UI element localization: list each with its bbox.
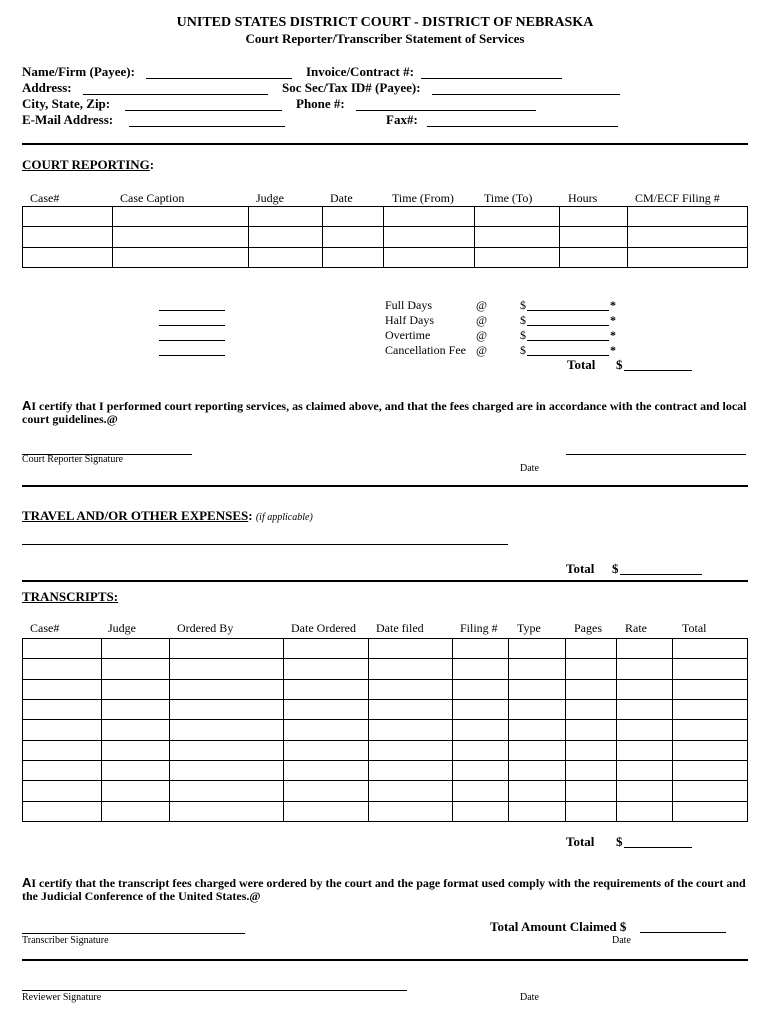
table-cell[interactable] <box>283 720 368 740</box>
court-reporting-certification <box>22 399 752 426</box>
table-cell[interactable] <box>509 699 566 719</box>
transcripts-total-label: Total <box>566 834 595 849</box>
transcriber-signature-label: Transcriber Signature <box>22 935 109 946</box>
table-cell[interactable] <box>283 659 368 679</box>
table-cell[interactable] <box>453 720 509 740</box>
overtime-qty-field[interactable] <box>159 340 225 341</box>
table-cell[interactable] <box>101 781 169 801</box>
col-judge: Judge <box>256 191 284 205</box>
table-cell[interactable] <box>509 760 566 780</box>
table-cell[interactable] <box>560 247 628 267</box>
table-cell[interactable] <box>23 781 102 801</box>
cancellation-qty-field[interactable] <box>159 355 225 356</box>
table-cell[interactable] <box>566 740 617 760</box>
full-days-label: Full Days <box>385 298 433 312</box>
transcriber-signature-line[interactable] <box>22 933 245 934</box>
cert-text: I certify that the transcript fees charged were ordered by the court and the page format used comply with the requirements of the court and the Judicial Conference of the United States.@ <box>22 876 746 903</box>
table-cell[interactable] <box>283 781 368 801</box>
cancellation-fee-star: * <box>610 343 616 357</box>
table-cell[interactable] <box>617 659 673 679</box>
table-cell[interactable] <box>248 207 322 227</box>
form-subtitle: Court Reporter/Transcriber Statement of Services <box>245 31 525 46</box>
table-cell[interactable] <box>673 720 748 740</box>
table-cell[interactable] <box>283 699 368 719</box>
table-cell[interactable] <box>101 659 169 679</box>
travel-total-dollar: $ <box>612 561 619 576</box>
table-cell[interactable] <box>628 227 748 247</box>
table-cell[interactable] <box>368 760 453 780</box>
court-reporting-table <box>22 206 748 268</box>
table-cell[interactable] <box>169 679 283 699</box>
table-cell[interactable] <box>566 720 617 740</box>
table-cell[interactable] <box>23 801 102 821</box>
table-cell[interactable] <box>169 781 283 801</box>
half-days-label: Half Days <box>385 313 434 327</box>
table-cell[interactable] <box>617 720 673 740</box>
section-divider <box>22 959 748 961</box>
half-days-amount-field[interactable] <box>527 325 609 326</box>
table-cell[interactable] <box>101 720 169 740</box>
table-cell[interactable] <box>509 679 566 699</box>
table-cell[interactable] <box>368 679 453 699</box>
table-cell[interactable] <box>368 740 453 760</box>
col-case-number: Case# <box>30 621 60 635</box>
court-reporter-date-line[interactable] <box>566 454 746 455</box>
table-row <box>23 659 748 679</box>
table-row <box>23 639 748 659</box>
court-reporter-signature-label: Court Reporter Signature <box>22 454 124 465</box>
table-cell[interactable] <box>566 781 617 801</box>
col-filing-number: Filing # <box>460 621 498 635</box>
table-cell[interactable] <box>169 760 283 780</box>
table-cell[interactable] <box>384 207 475 227</box>
section-divider <box>22 580 748 582</box>
travel-heading <box>22 508 313 524</box>
table-cell[interactable] <box>453 699 509 719</box>
table-cell[interactable] <box>368 699 453 719</box>
table-cell[interactable] <box>453 801 509 821</box>
table-cell[interactable] <box>23 247 113 267</box>
soc-sec-tax-id-label: Soc Sec/Tax ID# (Payee): <box>282 80 421 95</box>
table-cell[interactable] <box>453 679 509 699</box>
table-cell[interactable] <box>673 639 748 659</box>
court-reporting-total-dollar: $ <box>616 357 623 372</box>
travel-heading-colon: : <box>248 508 253 523</box>
col-type: Type <box>517 621 541 635</box>
name-firm-label: Name/Firm (Payee): <box>22 64 135 79</box>
grand-total-label: Total Amount Claimed $ <box>490 919 627 934</box>
table-cell[interactable] <box>509 639 566 659</box>
form-title: UNITED STATES DISTRICT COURT - DISTRICT OF NEBRASKA <box>176 15 594 30</box>
grand-total-field[interactable] <box>640 932 726 933</box>
table-cell[interactable] <box>453 760 509 780</box>
table-row <box>23 720 748 740</box>
table-row <box>23 781 748 801</box>
phone-field[interactable] <box>356 110 536 111</box>
table-cell[interactable] <box>23 740 102 760</box>
table-cell[interactable] <box>283 679 368 699</box>
table-cell[interactable] <box>169 659 283 679</box>
fax-field[interactable] <box>427 126 618 127</box>
col-total: Total <box>682 621 707 635</box>
table-cell[interactable] <box>101 760 169 780</box>
table-cell[interactable] <box>23 699 102 719</box>
reviewer-signature-line[interactable] <box>22 990 407 991</box>
full-days-at: @ <box>476 298 488 312</box>
col-judge: Judge <box>108 621 136 635</box>
name-firm-field[interactable] <box>146 78 292 79</box>
table-cell[interactable] <box>673 781 748 801</box>
table-cell[interactable] <box>617 699 673 719</box>
col-date-ordered: Date Ordered <box>291 621 356 635</box>
table-cell[interactable] <box>101 679 169 699</box>
address-field[interactable] <box>83 94 268 95</box>
table-cell[interactable] <box>112 227 248 247</box>
table-cell[interactable] <box>509 740 566 760</box>
transcripts-total-dollar: $ <box>616 834 623 849</box>
table-cell[interactable] <box>475 247 560 267</box>
table-cell[interactable] <box>628 247 748 267</box>
table-cell[interactable] <box>101 740 169 760</box>
invoice-contract-field[interactable] <box>421 78 562 79</box>
table-cell[interactable] <box>566 679 617 699</box>
section-divider <box>22 143 748 145</box>
table-cell[interactable] <box>322 207 384 227</box>
full-days-qty-field[interactable] <box>159 310 225 311</box>
table-cell[interactable] <box>169 720 283 740</box>
travel-heading-text: TRAVEL AND/OR OTHER EXPENSES <box>22 508 249 523</box>
table-cell[interactable] <box>617 801 673 821</box>
table-cell[interactable] <box>617 781 673 801</box>
table-cell[interactable] <box>453 740 509 760</box>
table-cell[interactable] <box>617 740 673 760</box>
court-reporting-heading-text: COURT REPORTING <box>22 157 150 172</box>
col-case-caption: Case Caption <box>120 191 185 205</box>
col-case-number: Case# <box>30 191 60 205</box>
table-cell[interactable] <box>23 679 102 699</box>
travel-total-field[interactable] <box>620 574 702 575</box>
table-cell[interactable] <box>368 801 453 821</box>
table-row <box>23 801 748 821</box>
table-cell[interactable] <box>101 801 169 821</box>
table-cell[interactable] <box>617 760 673 780</box>
phone-label: Phone #: <box>296 96 345 111</box>
table-cell[interactable] <box>384 227 475 247</box>
table-row <box>23 760 748 780</box>
col-cm-ecf-filing: CM/ECF Filing # <box>635 191 720 205</box>
table-cell[interactable] <box>283 760 368 780</box>
cert-text: I certify that I performed court reporting services, as claimed above, and that the fees charged are in accordance with the contract and local court guidelines.@ <box>22 399 747 426</box>
email-label: E-Mail Address: <box>22 112 114 127</box>
table-cell[interactable] <box>368 639 453 659</box>
table-cell[interactable] <box>673 679 748 699</box>
table-cell[interactable] <box>112 207 248 227</box>
transcripts-heading: TRANSCRIPTS: <box>22 589 119 604</box>
table-cell[interactable] <box>368 720 453 740</box>
table-cell[interactable] <box>566 639 617 659</box>
cert-mark: A <box>22 875 32 890</box>
table-cell[interactable] <box>248 247 322 267</box>
table-cell[interactable] <box>617 679 673 699</box>
table-cell[interactable] <box>23 720 102 740</box>
table-cell[interactable] <box>368 781 453 801</box>
table-cell[interactable] <box>322 227 384 247</box>
table-cell[interactable] <box>509 659 566 679</box>
table-cell[interactable] <box>101 639 169 659</box>
address-label: Address: <box>22 80 72 95</box>
cancellation-fee-amount-field[interactable] <box>527 355 609 356</box>
table-cell[interactable] <box>283 740 368 760</box>
invoice-contract-label: Invoice/Contract #: <box>306 64 414 79</box>
cancellation-fee-dollar: $ <box>520 343 526 357</box>
court-reporting-heading-colon: : <box>149 157 155 172</box>
table-row <box>23 207 748 227</box>
court-reporting-total-label: Total <box>567 357 596 372</box>
table-cell[interactable] <box>368 659 453 679</box>
table-cell[interactable] <box>509 781 566 801</box>
half-days-at: @ <box>476 313 488 327</box>
table-cell[interactable] <box>283 639 368 659</box>
table-cell[interactable] <box>673 740 748 760</box>
fax-label: Fax#: <box>386 112 418 127</box>
table-row <box>23 740 748 760</box>
col-ordered-by: Ordered By <box>177 621 234 635</box>
travel-expenses-field[interactable] <box>22 544 508 545</box>
travel-total-label: Total <box>566 561 595 576</box>
table-cell[interactable] <box>475 227 560 247</box>
table-cell[interactable] <box>169 699 283 719</box>
table-cell[interactable] <box>560 207 628 227</box>
table-cell[interactable] <box>673 760 748 780</box>
half-days-qty-field[interactable] <box>159 325 225 326</box>
col-time-to: Time (To) <box>484 191 533 205</box>
table-cell[interactable] <box>112 247 248 267</box>
table-cell[interactable] <box>566 760 617 780</box>
table-cell[interactable] <box>23 760 102 780</box>
col-time-from: Time (From) <box>392 191 454 205</box>
full-days-dollar: $ <box>520 298 526 312</box>
table-cell[interactable] <box>628 207 748 227</box>
cert-mark: A <box>22 398 32 413</box>
soc-sec-tax-id-field[interactable] <box>432 94 620 95</box>
overtime-at: @ <box>476 328 488 342</box>
table-cell[interactable] <box>453 781 509 801</box>
cancellation-fee-at: @ <box>476 343 488 357</box>
transcripts-table <box>22 638 748 822</box>
table-cell[interactable] <box>283 801 368 821</box>
table-row <box>23 679 748 699</box>
court-reporting-heading <box>22 157 154 173</box>
table-cell[interactable] <box>23 639 102 659</box>
email-field[interactable] <box>129 126 285 127</box>
table-cell[interactable] <box>566 699 617 719</box>
table-cell[interactable] <box>169 639 283 659</box>
table-row <box>23 227 748 247</box>
table-cell[interactable] <box>322 247 384 267</box>
col-date: Date <box>330 191 353 205</box>
table-cell[interactable] <box>384 247 475 267</box>
table-cell[interactable] <box>169 801 283 821</box>
transcripts-certification <box>22 876 752 903</box>
table-row <box>23 247 748 267</box>
overtime-dollar: $ <box>520 328 526 342</box>
half-days-star: * <box>610 313 616 327</box>
overtime-star: * <box>610 328 616 342</box>
table-cell[interactable] <box>23 227 113 247</box>
overtime-label: Overtime <box>385 328 431 342</box>
col-rate: Rate <box>625 621 647 635</box>
col-pages: Pages <box>574 621 602 635</box>
court-reporter-date-label: Date <box>520 463 539 474</box>
half-days-dollar: $ <box>520 313 526 327</box>
table-cell[interactable] <box>101 699 169 719</box>
col-hours: Hours <box>568 191 598 205</box>
city-state-zip-field[interactable] <box>125 110 282 111</box>
table-cell[interactable] <box>617 639 673 659</box>
overtime-amount-field[interactable] <box>527 340 609 341</box>
court-reporting-total-field[interactable] <box>624 370 692 371</box>
col-date-filed: Date filed <box>376 621 424 635</box>
table-cell[interactable] <box>566 659 617 679</box>
transcriber-date-label: Date <box>612 935 631 946</box>
table-cell[interactable] <box>566 801 617 821</box>
table-cell[interactable] <box>509 801 566 821</box>
section-divider <box>22 485 748 487</box>
table-cell[interactable] <box>673 801 748 821</box>
table-cell[interactable] <box>453 639 509 659</box>
full-days-star: * <box>610 298 616 312</box>
transcripts-total-field[interactable] <box>624 847 692 848</box>
table-cell[interactable] <box>475 207 560 227</box>
full-days-amount-field[interactable] <box>527 310 609 311</box>
table-cell[interactable] <box>673 659 748 679</box>
table-cell[interactable] <box>673 699 748 719</box>
reviewer-date-label: Date <box>520 992 539 1003</box>
travel-note: (if applicable) <box>255 512 313 523</box>
reviewer-signature-label: Reviewer Signature <box>22 992 102 1003</box>
cancellation-fee-label: Cancellation Fee <box>385 343 466 357</box>
table-cell[interactable] <box>509 720 566 740</box>
table-cell[interactable] <box>453 659 509 679</box>
city-state-zip-label: City, State, Zip: <box>22 96 111 111</box>
table-row <box>23 699 748 719</box>
table-cell[interactable] <box>248 227 322 247</box>
table-cell[interactable] <box>169 740 283 760</box>
table-cell[interactable] <box>23 659 102 679</box>
table-cell[interactable] <box>23 207 113 227</box>
table-cell[interactable] <box>560 227 628 247</box>
